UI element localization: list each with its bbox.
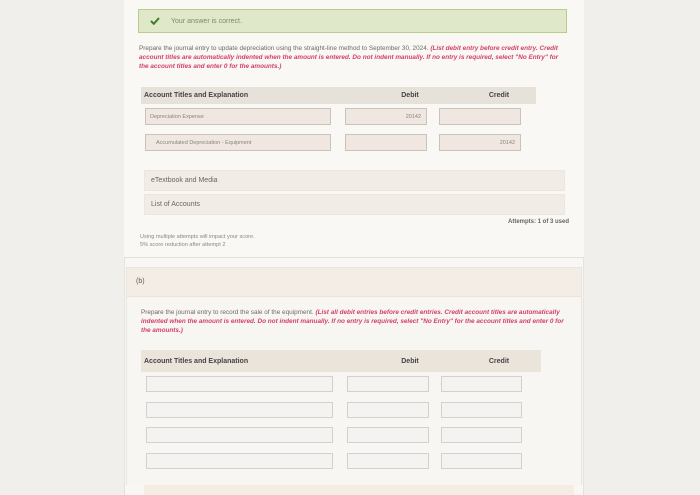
feedback-text: Your answer is correct. (171, 17, 242, 25)
table-row (141, 372, 541, 398)
table-header (141, 350, 541, 372)
account-title-field[interactable] (146, 453, 333, 469)
instruction-emphasis: (List debit entry before credit entry. Credit account titles are automatically indented when the amount is entered. Do not indent manually. If no entry is required, select "No Entry" for the account titles and enter 0 for the amounts.) (139, 45, 559, 70)
credit-amount-field[interactable] (441, 427, 522, 443)
checkmark-icon (143, 10, 167, 32)
part-a-instructions (139, 44, 569, 71)
table-row (141, 449, 541, 475)
account-title-field[interactable] (146, 376, 333, 392)
table-row (141, 134, 536, 160)
credit-amount-field[interactable] (441, 376, 522, 392)
attempts-counter: Attempts: 1 of 3 used (507, 219, 569, 225)
warning-line-1: Using multiple attempts will impact your score. (140, 234, 255, 240)
debit-amount-field[interactable]: 20142 (345, 108, 427, 125)
credit-amount-field[interactable] (441, 453, 522, 469)
account-title-field[interactable]: Depreciation Expense (145, 108, 331, 125)
header-account: Account Titles and Explanation (144, 357, 249, 365)
part-a-journal-table (141, 87, 536, 160)
list-of-accounts-link[interactable]: List of Accounts (144, 194, 565, 215)
debit-amount-field[interactable] (347, 376, 429, 392)
next-section-edge (144, 485, 574, 495)
header-credit: Credit (488, 357, 510, 365)
credit-amount-field[interactable] (439, 108, 521, 125)
table-row (141, 108, 536, 134)
instruction-emphasis: (List all debit entries before credit entries. Credit account titles are automatically indented when the amount is entered. Do not indent manually. If no entry is required, select "No Entry" for the account titles and enter 0 for the amounts.) (141, 309, 564, 334)
debit-amount-field[interactable] (347, 427, 429, 443)
header-debit: Debit (401, 357, 419, 365)
etextbook-media-link[interactable]: eTextbook and Media (144, 170, 565, 191)
header-credit: Credit (488, 92, 510, 99)
correct-answer-banner (138, 9, 567, 33)
instruction-text: Prepare the journal entry to record the sale of the equipment. (141, 309, 314, 316)
header-debit: Debit (401, 92, 419, 99)
part-b-journal-table (141, 350, 541, 474)
part-label: (b) (136, 278, 145, 285)
table-row (141, 398, 541, 424)
account-title-field[interactable] (146, 402, 333, 418)
credit-amount-field[interactable] (441, 402, 522, 418)
table-row (141, 423, 541, 449)
part-b-header (126, 267, 582, 297)
table-header (141, 87, 536, 104)
credit-amount-field[interactable]: 20142 (439, 134, 521, 151)
debit-amount-field[interactable] (347, 453, 429, 469)
attempt-warning (140, 233, 255, 249)
account-title-field[interactable]: Accumulated Depreciation - Equipment (145, 134, 331, 151)
part-b-instructions (141, 308, 571, 335)
instruction-text: Prepare the journal entry to update depreciation using the straight-line method to September 30, 2024. (139, 45, 429, 52)
debit-amount-field[interactable] (347, 402, 429, 418)
header-account: Account Titles and Explanation (144, 92, 249, 99)
warning-line-2: 5% score reduction after attempt 2 (140, 242, 226, 248)
account-title-field[interactable] (146, 427, 333, 443)
debit-amount-field[interactable] (345, 134, 427, 151)
